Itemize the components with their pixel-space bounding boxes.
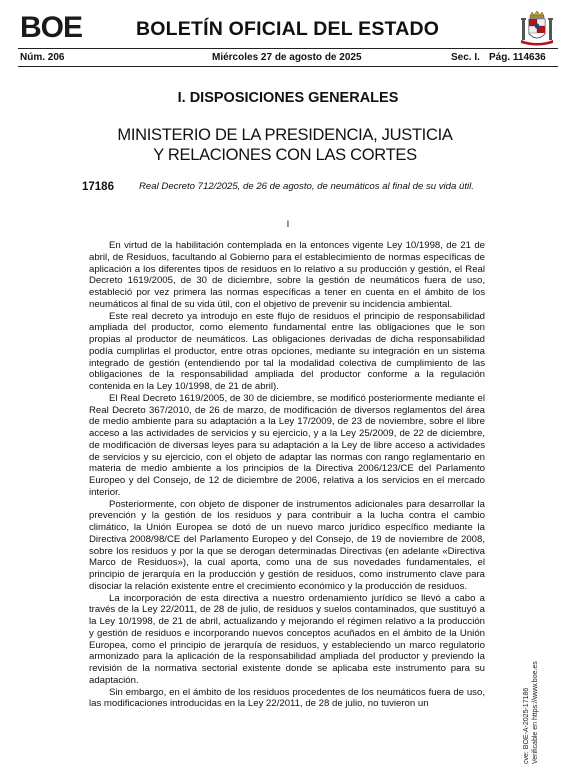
- disposition-title: Real Decreto 712/2025, de 26 de agosto, de neumáticos al final de su vida útil.: [139, 181, 474, 192]
- header-rule-bottom: [18, 66, 558, 67]
- ministry-line-1: MINISTERIO DE LA PRESIDENCIA, JUSTICIA: [117, 126, 453, 144]
- issue-date: Miércoles 27 de agosto de 2025: [212, 52, 362, 63]
- document-body: [89, 240, 485, 710]
- verification-note: [522, 624, 540, 764]
- paragraph: En virtud de la habilitación contemplada en la entonces vigente Ley 10/1998, de 21 de abril, de Residuos, facultando al Gobierno para el establecimiento de normas específicas de aplicación a los diferentes tipos de residuos en lo relativo a su producción y gestión, el Real Decreto 1619/2005, de 30 de diciembre, sobre la gestión de neumáticos fuera de uso, estableció por vez primera las normas específicas a tener en cuenta en el ámbito de los neumáticos al final de su vida útil, con el objetivo de prevenir su incidencia ambiental.: [89, 240, 485, 310]
- paragraph: Este real decreto ya introdujo en este flujo de residuos el principio de responsabilidad ampliada del productor, como elemento fundamental entre las obligaciones que le son propias al productor de neumáticos. Las obligaciones derivadas de dicha responsabilidad podía cumplirlas el productor, entre otras opciones, mediante su integración en un sistema integrado de gestión (entendiendo por tal la modalidad colectiva de cumplimiento de las obligaciones de la responsabilidad ampliada del productor conforme a la regulación contenida en la Ley 10/1998, de 21 de abril).: [89, 310, 485, 392]
- masthead: [20, 10, 554, 46]
- issue-number: Núm. 206: [20, 52, 65, 63]
- section-title: I. DISPOSICIONES GENERALES: [177, 90, 399, 106]
- ministry-heading: [90, 125, 480, 165]
- ministry-line-2: Y RELACIONES CON LAS CORTES: [153, 146, 417, 164]
- header-rule-top: [18, 48, 558, 49]
- paragraph: El Real Decreto 1619/2005, de 30 de diciembre, se modificó posteriormente mediante el Real Decreto 367/2010, de 26 de marzo, de modificación de diversos reglamentos del área de medio ambiente para su adaptación a la Ley 17/2009, de 23 de noviembre, sobre el libre acceso a las actividades de servicios y su ejercicio, y a la Ley 25/2009, de 22 de diciembre, de modificación de diversas leyes para su adaptación a la Ley de libre acceso a actividades de servicios y su ejercicio, con el objeto de adaptar las normas con rango reglamentario en materia de medio ambiente a los principios de la Directiva 2006/123/CE del Parlamento Europeo y del Consejo, de 12 de diciembre de 2006, relativa a los servicios en el mercado interior.: [89, 392, 485, 498]
- paragraph: La incorporación de esta directiva a nuestro ordenamiento jurídico se llevó a cabo a través de la Ley 22/2011, de 28 de julio, de residuos y suelos contaminados, que sustituyó a la Ley 10/1998, de 21 de abril, actualizando y mejorando el régimen relativo a la producción y gestión de residuos e incorporando nuevos conceptos acuñados en el ámbito de la Unión Europea, como el principio de jerarquía de residuos, y estableciendo un marco regulatorio armonizado para la aplicación de la responsabilidad ampliada del productor y previendo la revisión de la normativa sectorial existente donde se aplicaba este instrumento para su adaptación.: [89, 592, 485, 686]
- spanish-coat-of-arms-icon: [520, 10, 554, 46]
- verification-url[interactable]: Verificable en https://www.boe.es: [532, 661, 539, 764]
- page-number: Pág. 114636: [489, 52, 546, 63]
- paragraph: Sin embargo, en el ámbito de los residuos procedentes de los neumáticos fuera de uso, las modificaciones introducidas en la Ley 22/2011, de 28 de julio, no tuvieron un: [89, 686, 485, 710]
- boe-logo: BOE: [20, 11, 83, 44]
- disposition-number: 17186: [82, 181, 114, 193]
- gazette-title: BOLETÍN OFICIAL DEL ESTADO: [136, 18, 440, 40]
- paragraph: Posteriormente, con objeto de disponer de instrumentos adicionales para desarrollar la prevención y la gestión de los residuos y para contribuir a la lucha contra el cambio climático, la Unión Europea se dotó de un nuevo marco jurídico específico mediante la Directiva 2008/98/CE del Parlamento Europeo y del Consejo, de 19 de noviembre de 2008, sobre los residuos y por la que se derogan determinadas Directivas (en adelante «Directiva Marco de Residuos»), la cual aporta, como una de sus novedades fundamentales, el principio de jerarquía en la producción y gestión de residuos, como instrumento clave para disociar la relación existente entre el crecimiento económico y la producción de residuos.: [89, 498, 485, 592]
- section-label: Sec. I.: [451, 52, 480, 63]
- chapter-numeral: I: [286, 219, 290, 230]
- cve-code: cve: BOE-A-2025-17186: [523, 687, 530, 764]
